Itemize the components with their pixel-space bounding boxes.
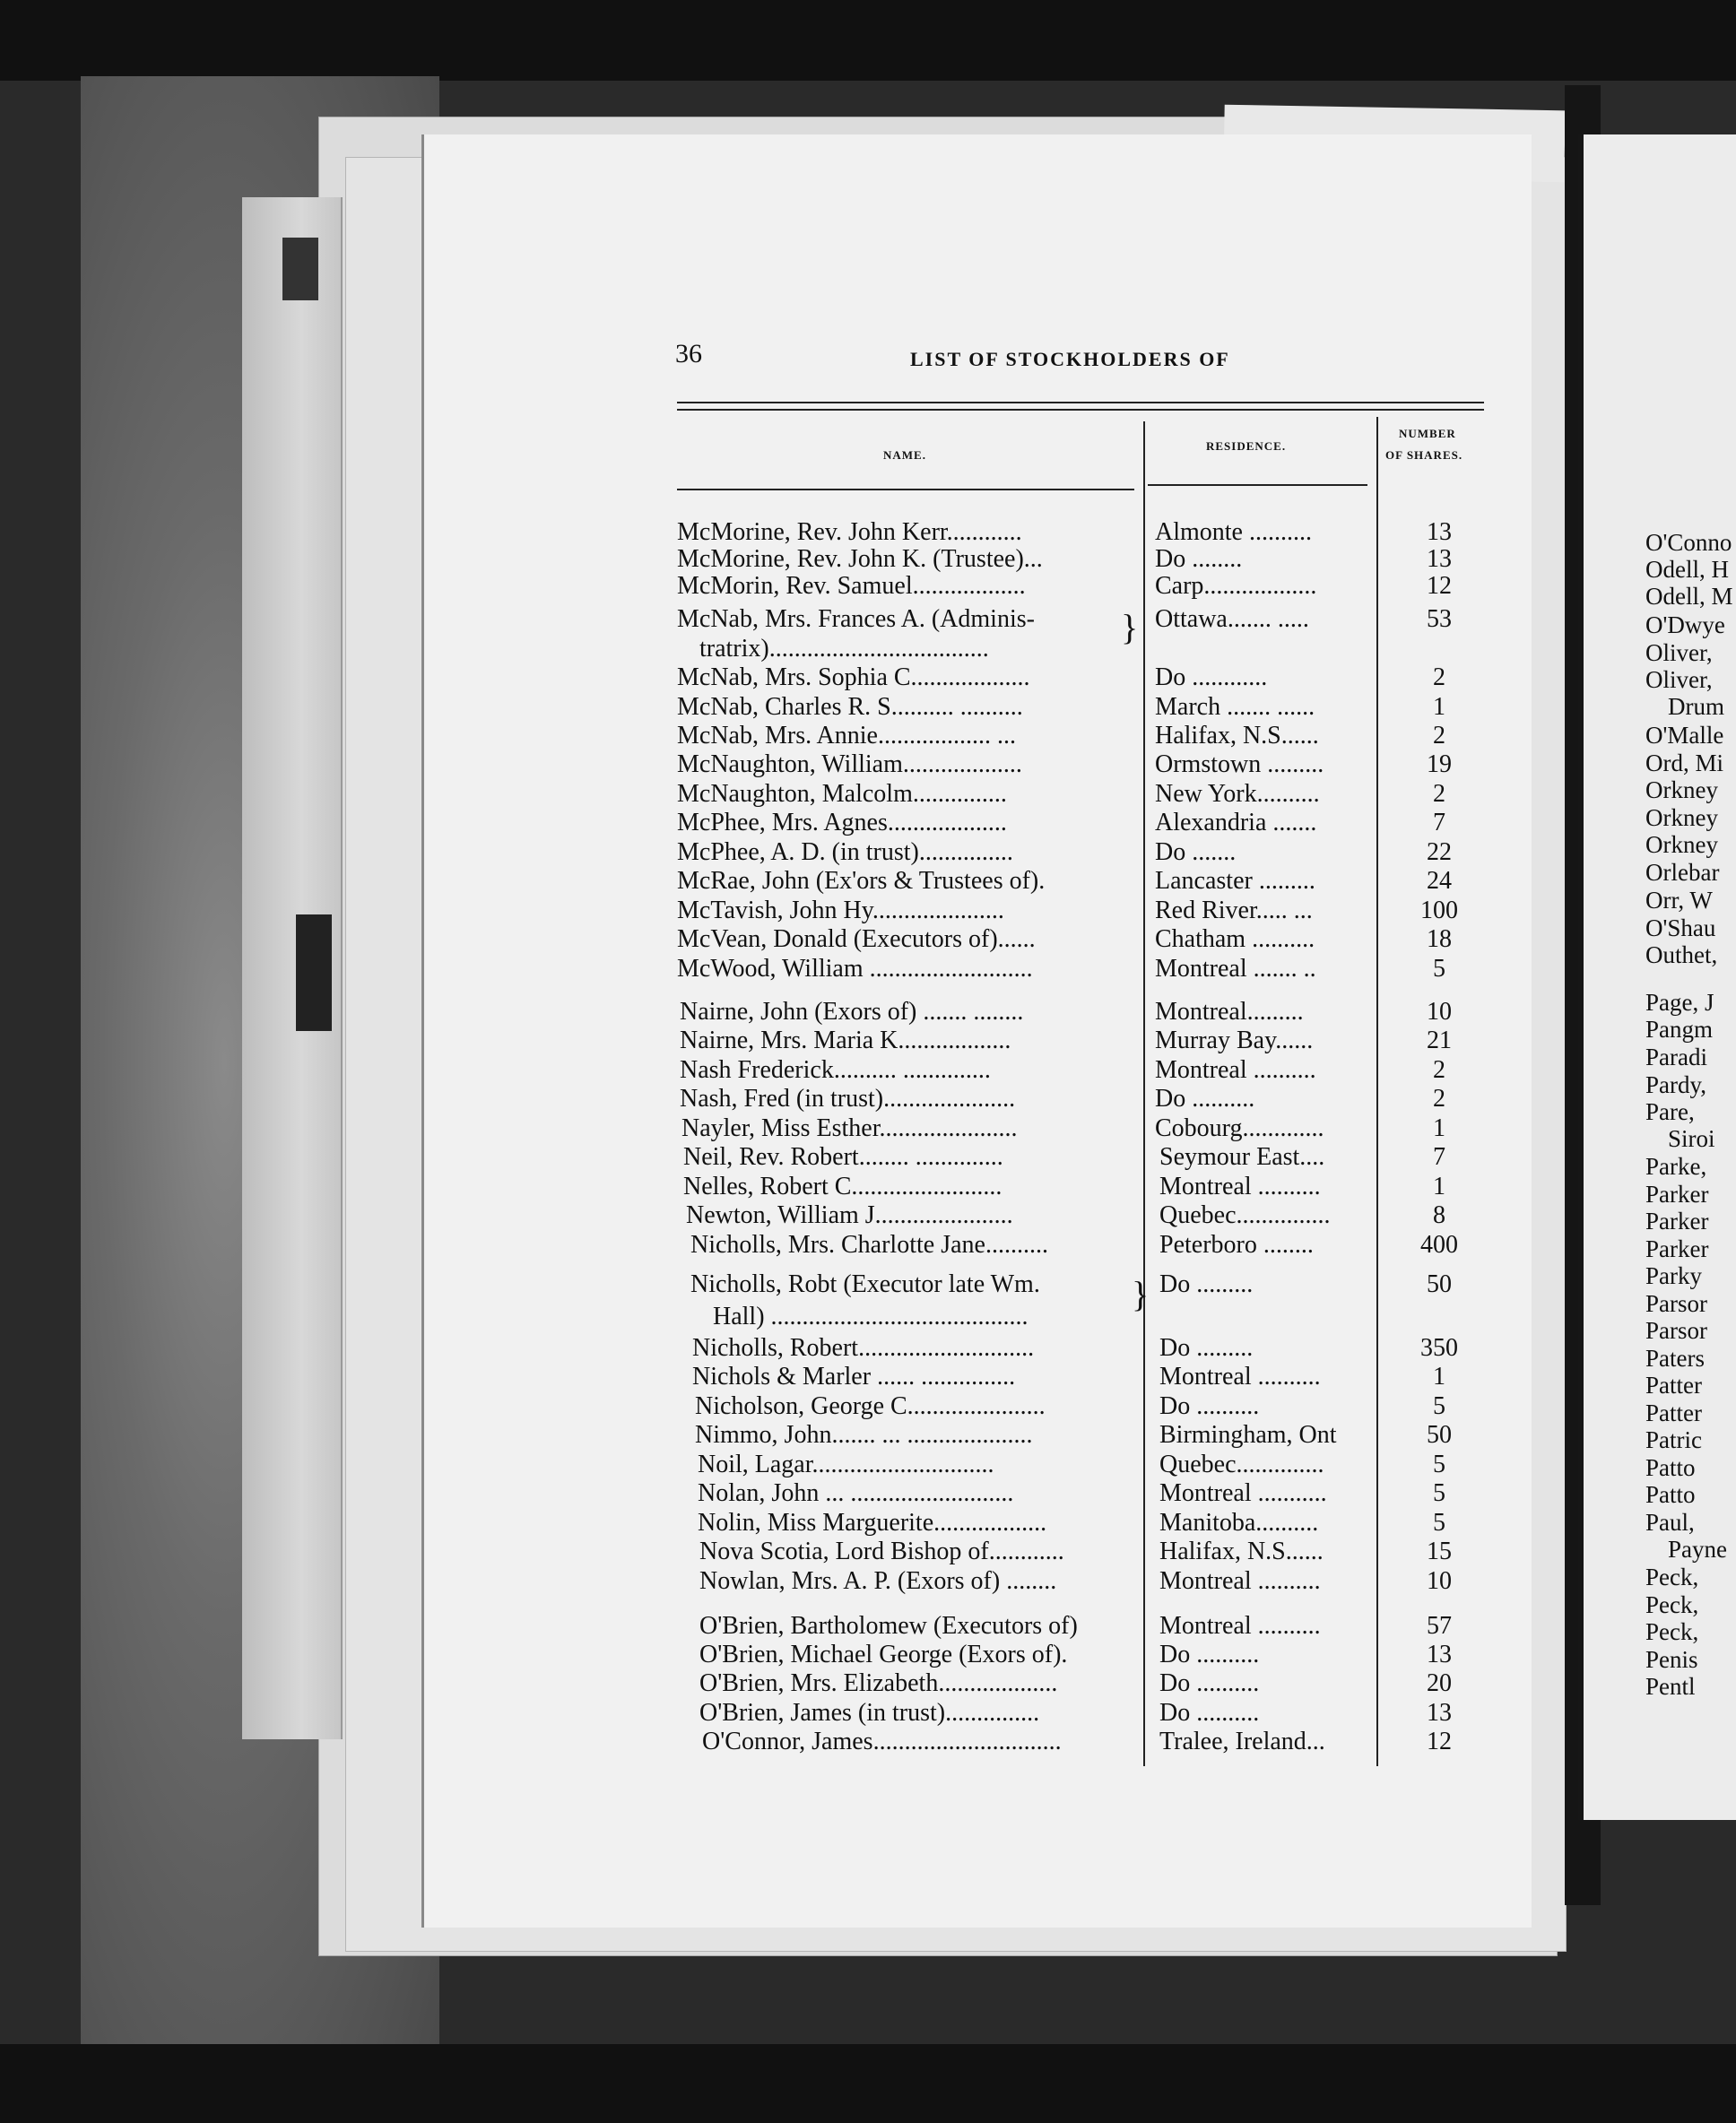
stockholder-name: McPhee, Mrs. Agnes................... [677, 809, 1007, 836]
column-header-name: NAME. [883, 448, 926, 462]
stockholder-name: Noil, Lagar............................. [698, 1451, 994, 1478]
facing-page-fragment: Pardy, [1645, 1071, 1706, 1098]
spine-tab [282, 238, 318, 300]
stockholder-name: Nicholls, Robt (Executor late Wm. [690, 1270, 1040, 1298]
header-rule-bottom-mid [1148, 484, 1367, 486]
stockholder-name: Nayler, Miss Esther...................... [681, 1114, 1018, 1142]
shares: 7 [1433, 809, 1445, 836]
residence: Ottawa....... ..... [1155, 605, 1309, 633]
facing-page-fragment: Patric [1645, 1426, 1702, 1453]
residence: Montreal .......... [1159, 1612, 1321, 1640]
facing-page-fragment: O'Shau [1645, 914, 1716, 941]
shares: 5 [1433, 955, 1445, 983]
stockholder-name: McNaughton, Malcolm............... [677, 780, 1007, 808]
residence: Montreal .......... [1159, 1173, 1321, 1200]
facing-page-fragment: Patto [1645, 1454, 1696, 1481]
facing-page-fragment: Siroi [1668, 1125, 1715, 1152]
facing-page-fragment: Peck, [1645, 1591, 1699, 1618]
stockholder-name: McNab, Mrs. Frances A. (Adminis- [677, 605, 1035, 633]
stockholder-name: Nash, Fred (in trust)..................... [680, 1085, 1016, 1113]
stockholder-name: Nolan, John ... .......................... [698, 1479, 1014, 1507]
facing-page-fragment: Ord, Mi [1645, 750, 1723, 776]
facing-page-fragment: Paul, [1645, 1509, 1695, 1536]
facing-page-fragment: Paradi [1645, 1044, 1707, 1070]
residence: Quebec.............. [1159, 1451, 1324, 1478]
residence: Alexandria ....... [1155, 809, 1317, 836]
shares: 10 [1427, 998, 1452, 1026]
shares: 53 [1427, 605, 1452, 633]
stockholder-name: Nicholls, Robert............................ [692, 1334, 1035, 1362]
shares: 2 [1433, 1085, 1445, 1113]
facing-page-fragment: Payne [1668, 1536, 1727, 1563]
stockholder-name: Nova Scotia, Lord Bishop of............ [699, 1538, 1064, 1565]
facing-page-fragment: O'Dwye [1645, 611, 1725, 638]
shares: 100 [1420, 897, 1458, 924]
stockholder-name: Nicholls, Mrs. Charlotte Jane.......... [690, 1231, 1048, 1259]
stockholder-name: O'Brien, James (in trust)............... [699, 1699, 1040, 1727]
facing-page-fragment: Parke, [1645, 1153, 1707, 1180]
residence: Seymour East.... [1159, 1143, 1325, 1171]
residence: Montreal......... [1155, 998, 1304, 1026]
stockholder-name: McVean, Donald (Executors of)...... [677, 925, 1036, 953]
shares: 1 [1433, 693, 1445, 721]
residence: Montreal .......... [1155, 1056, 1316, 1084]
facing-page-fragment: Orkney [1645, 804, 1718, 831]
shares: 50 [1427, 1270, 1452, 1298]
shares: 5 [1433, 1392, 1445, 1420]
facing-page-fragment: Odell, M [1645, 583, 1733, 610]
residence: Do ......... [1159, 1270, 1254, 1298]
residence: Do .......... [1159, 1669, 1260, 1697]
facing-page-fragment: Parsor [1645, 1317, 1707, 1344]
stockholder-name: McWood, William .......................... [677, 955, 1033, 983]
shares: 50 [1427, 1421, 1452, 1449]
shares: 8 [1433, 1201, 1445, 1229]
header-rule-bottom [677, 489, 1134, 490]
residence: Montreal .......... [1159, 1363, 1321, 1391]
shares: 5 [1433, 1451, 1445, 1478]
stockholder-name: O'Brien, Michael George (Exors of). [699, 1641, 1068, 1668]
stockholder-name: Nash Frederick.......... .............. [680, 1056, 991, 1084]
shares: 13 [1427, 518, 1452, 546]
shares: 10 [1427, 1567, 1452, 1595]
stockholder-name: McPhee, A. D. (in trust)............... [677, 838, 1013, 866]
residence: Halifax, N.S...... [1155, 722, 1319, 750]
shares: 24 [1427, 867, 1452, 895]
residence: Chatham .......... [1155, 925, 1315, 953]
stockholder-name: O'Brien, Mrs. Elizabeth................... [699, 1669, 1058, 1697]
facing-page-fragment: Pangm [1645, 1016, 1714, 1043]
facing-page-fragment: O'Malle [1645, 722, 1724, 749]
shares: 7 [1433, 1143, 1445, 1171]
residence: Do .......... [1159, 1699, 1260, 1727]
stockholder-name: O'Brien, Bartholomew (Executors of) [699, 1612, 1078, 1640]
stockholder-name: McMorin, Rev. Samuel.................. [677, 572, 1026, 600]
stockholder-name: McTavish, John Hy..................... [677, 897, 1004, 924]
stockholder-name: McNab, Charles R. S.......... .......... [677, 693, 1023, 721]
page-number: 36 [675, 339, 702, 368]
shares: 2 [1433, 663, 1445, 691]
stockholder-name: McMorine, Rev. John Kerr............ [677, 518, 1022, 546]
stockholder-name: tratrix)................................... [699, 635, 989, 663]
header-rule-top-2 [677, 409, 1484, 411]
residence: Halifax, N.S...... [1159, 1538, 1324, 1565]
shares: 12 [1427, 572, 1452, 600]
shares: 13 [1427, 1699, 1452, 1727]
facing-page-fragment: Orkney [1645, 776, 1718, 803]
residence: Tralee, Ireland... [1159, 1728, 1325, 1755]
shares: 2 [1433, 722, 1445, 750]
stockholder-name: Newton, William J...................... [686, 1201, 1013, 1229]
residence: Do ........ [1155, 545, 1243, 573]
residence: Carp.................. [1155, 572, 1317, 600]
facing-page-fragment: Peck, [1645, 1564, 1699, 1590]
stockholder-name: O'Connor, James.............................. [702, 1728, 1062, 1755]
shares: 22 [1427, 838, 1452, 866]
stockholder-name: McNab, Mrs. Sophia C................... [677, 663, 1030, 691]
residence: Quebec............... [1159, 1201, 1331, 1229]
residence: Almonte .......... [1155, 518, 1312, 546]
stockholder-name: McNab, Mrs. Annie.................. ... [677, 722, 1016, 750]
spine-clip [296, 914, 332, 1031]
residence: Montreal ........... [1159, 1479, 1327, 1507]
shares: 57 [1427, 1612, 1452, 1640]
shares: 21 [1427, 1027, 1452, 1054]
residence: Peterboro ........ [1159, 1231, 1314, 1259]
shares: 12 [1427, 1728, 1452, 1755]
shares: 350 [1420, 1334, 1458, 1362]
facing-page-fragment: O'Conno [1645, 529, 1732, 556]
facing-page-fragment: Orr, W [1645, 887, 1713, 914]
facing-page-fragment: Drum [1668, 693, 1724, 720]
shares: 2 [1433, 1056, 1445, 1084]
facing-page-fragment: Patter [1645, 1372, 1702, 1399]
shares: 13 [1427, 545, 1452, 573]
facing-page-fragment: Outhet, [1645, 941, 1718, 968]
stockholder-name: Nolin, Miss Marguerite.................. [698, 1509, 1047, 1537]
scan-top-border [0, 0, 1736, 81]
facing-page-fragment: Page, J [1645, 989, 1714, 1016]
residence: New York.......... [1155, 780, 1320, 808]
shares: 5 [1433, 1479, 1445, 1507]
facing-page-fragment: Odell, H [1645, 556, 1729, 583]
facing-page-fragment: Pare, [1645, 1098, 1695, 1125]
facing-page-fragment: Penis [1645, 1646, 1698, 1673]
residence: Red River..... ... [1155, 897, 1313, 924]
facing-page-fragment: Parker [1645, 1181, 1709, 1208]
facing-page-fragment: Peck, [1645, 1618, 1699, 1645]
shares: 1 [1433, 1363, 1445, 1391]
residence: March ....... ...... [1155, 693, 1315, 721]
shares: 18 [1427, 925, 1452, 953]
shares: 13 [1427, 1641, 1452, 1668]
shares: 400 [1420, 1231, 1458, 1259]
facing-page-fragment: Oliver, [1645, 666, 1713, 693]
residence: Lancaster ......... [1155, 867, 1315, 895]
brace-1: } [1121, 607, 1139, 647]
facing-page-fragment: Patto [1645, 1481, 1696, 1508]
facing-page-fragment: Parker [1645, 1235, 1709, 1262]
residence: Montreal .......... [1159, 1567, 1321, 1595]
facing-page-fragment: Parker [1645, 1208, 1709, 1235]
residence: Murray Bay...... [1155, 1027, 1314, 1054]
stockholder-name: McMorine, Rev. John K. (Trustee)... [677, 545, 1043, 573]
facing-page-fragment: Parsor [1645, 1290, 1707, 1317]
stockholder-name: McNaughton, William................... [677, 750, 1022, 778]
stockholder-name: Nowlan, Mrs. A. P. (Exors of) ........ [699, 1567, 1057, 1595]
stockholder-name: Nichols & Marler ...... ............... [692, 1363, 1016, 1391]
residence: Birmingham, Ont [1159, 1421, 1337, 1449]
stockholder-name: Nairne, John (Exors of) ....... ........ [680, 998, 1024, 1026]
column-divider-2 [1376, 417, 1378, 1766]
column-divider-1 [1143, 421, 1145, 1766]
shares: 15 [1427, 1538, 1452, 1565]
column-header-shares-2: OF SHARES. [1385, 448, 1463, 462]
residence: Do .......... [1159, 1392, 1260, 1420]
shares: 2 [1433, 780, 1445, 808]
facing-page-fragment: Oliver, [1645, 639, 1713, 666]
residence: Do ....... [1155, 838, 1237, 866]
stockholder-name: Nairne, Mrs. Maria K.................. [680, 1027, 1011, 1054]
facing-page-fragment: Pentl [1645, 1673, 1696, 1700]
facing-page-fragment: Patter [1645, 1399, 1702, 1426]
residence: Do ......... [1159, 1334, 1254, 1362]
facing-page-fragment: Orlebar [1645, 859, 1720, 886]
facing-page-fragment: Parky [1645, 1262, 1702, 1289]
header-rule-top [677, 402, 1484, 403]
shares: 1 [1433, 1114, 1445, 1142]
residence: Do .......... [1155, 1085, 1255, 1113]
stockholder-name: Neil, Rev. Robert........ .............. [683, 1143, 1003, 1171]
residence: Manitoba.......... [1159, 1509, 1319, 1537]
shares: 20 [1427, 1669, 1452, 1697]
residence: Cobourg............. [1155, 1114, 1324, 1142]
shares: 1 [1433, 1173, 1445, 1200]
stockholder-name: Nelles, Robert C........................ [683, 1173, 1003, 1200]
facing-page-fragment: Orkney [1645, 831, 1718, 858]
stockholder-name: Nimmo, John....... ... .................... [695, 1421, 1033, 1449]
page-title: LIST OF STOCKHOLDERS OF [910, 348, 1230, 370]
facing-page-fragment: Paters [1645, 1345, 1705, 1372]
shares: 19 [1427, 750, 1452, 778]
residence: Do .......... [1159, 1641, 1260, 1668]
brace-2: } [1132, 1274, 1150, 1314]
column-header-residence: RESIDENCE. [1206, 439, 1287, 453]
residence: Montreal ....... .. [1155, 955, 1316, 983]
stockholder-name: Nicholson, George C...................... [695, 1392, 1046, 1420]
shares: 5 [1433, 1509, 1445, 1537]
residence: Ormstown ......... [1155, 750, 1324, 778]
stockholder-name: McRae, John (Ex'ors & Trustees of). [677, 867, 1046, 895]
residence: Do ............ [1155, 663, 1268, 691]
column-header-shares-1: NUMBER [1399, 427, 1456, 440]
scan-bottom-border [0, 2044, 1736, 2123]
stockholder-name: Hall) ......................................... [713, 1303, 1029, 1330]
